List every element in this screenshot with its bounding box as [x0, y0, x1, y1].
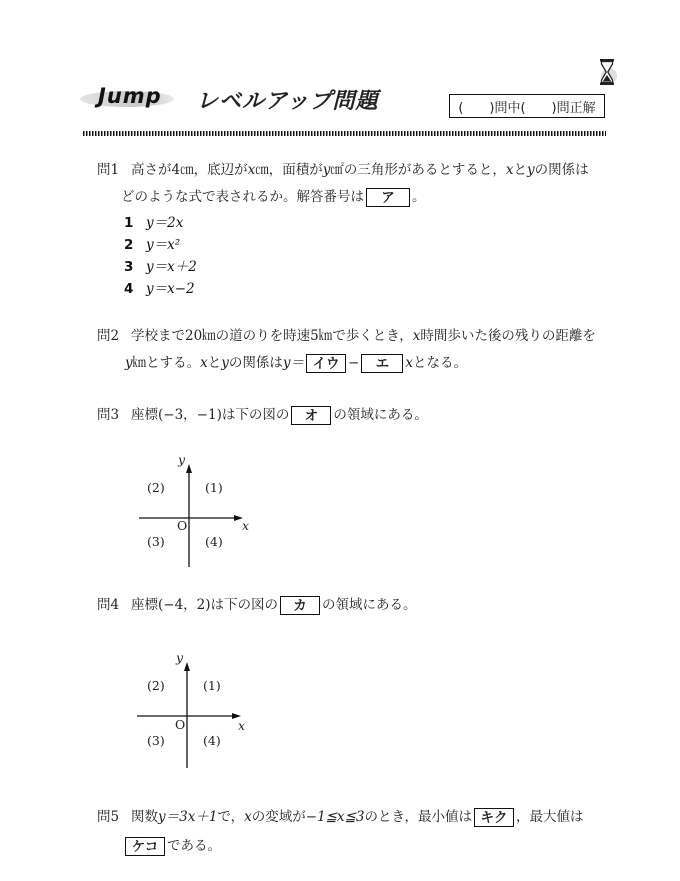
var-y: y [125, 355, 133, 371]
var-y: y [526, 162, 535, 178]
question-text: ㎞とする。 [132, 355, 201, 371]
x-axis-label: x [238, 718, 246, 733]
function-expression: y＝3x＋1 [158, 809, 218, 825]
question-text: で， [217, 809, 245, 825]
question-text: の領域にある。 [322, 597, 417, 613]
choice-list [124, 212, 197, 300]
var-x: x [247, 162, 256, 178]
choice-number: 4 [124, 281, 134, 297]
question-text: 座標(−3，−1)は下の図の [131, 407, 290, 423]
question-text: と [513, 162, 527, 178]
var-y: y [221, 355, 229, 371]
choice-number: 2 [124, 237, 134, 253]
question-number: 問5 [97, 809, 120, 825]
equation-text: y＝ [282, 355, 305, 371]
quadrant-3-label: (3) [147, 534, 165, 549]
minus-sign: − [348, 355, 360, 371]
question-text: 。 [412, 189, 426, 205]
question-text: 高さが4㎝，底辺が [131, 162, 248, 178]
question-text: の領域にある。 [333, 407, 428, 423]
question-1-line-1 [97, 157, 617, 184]
choice-expression: y＝x−2 [146, 281, 195, 297]
choice-expression: y＝2x [146, 215, 184, 231]
y-axis-label: y [176, 650, 184, 665]
quadrant-4-label: (4) [203, 733, 221, 748]
var-x: x [244, 809, 252, 825]
question-number: 問1 [97, 162, 120, 178]
choice-expression: y＝x＋2 [146, 259, 197, 275]
choice-number: 1 [124, 215, 134, 231]
answer-box-ka[interactable]: カ [280, 596, 320, 615]
question-text: ㎝，面積が [255, 162, 323, 178]
x-axis-label: x [242, 518, 250, 533]
question-text: である。 [167, 838, 221, 854]
question-number: 問4 [97, 597, 120, 613]
question-text: のとき，最小値は [364, 809, 472, 825]
question-5-line-2 [97, 833, 617, 860]
quadrant-1-label: (1) [205, 480, 223, 495]
question-text: 座標(−4，2)は下の図の [131, 597, 279, 613]
choice-expression: y＝x² [146, 237, 181, 253]
question-text: どのような式で表されるか。解答番号は [121, 189, 364, 205]
answer-box-kiku[interactable]: キク [474, 808, 514, 827]
question-5 [97, 804, 617, 860]
var-y: y [322, 162, 331, 178]
question-1-line-2 [97, 184, 617, 211]
question-3 [97, 402, 617, 429]
var-x: x [412, 328, 421, 344]
choice-item [124, 212, 197, 234]
origin-label: O [177, 518, 188, 533]
choice-item [124, 278, 197, 300]
choice-item [124, 256, 197, 278]
choice-number: 3 [124, 259, 134, 275]
jump-logo [80, 84, 176, 112]
question-2 [97, 323, 617, 377]
score-box: ( )問中( )問正解 [449, 94, 605, 118]
answer-box-keko[interactable]: ケコ [125, 837, 165, 856]
quadrant-2-label: (2) [147, 480, 165, 495]
answer-box-o[interactable]: オ [291, 406, 331, 425]
hourglass-icon [597, 58, 617, 86]
var-x: x [200, 355, 208, 371]
question-text: と [207, 355, 222, 371]
choice-item [124, 234, 197, 256]
question-5-line-1 [97, 804, 617, 831]
page-title: レベルアップ問題 [196, 89, 379, 114]
question-2-line-2 [97, 350, 617, 377]
var-x: x [505, 162, 514, 178]
quadrant-1-label: (1) [203, 678, 221, 693]
question-2-line-1 [97, 323, 617, 350]
question-number: 問2 [97, 328, 120, 344]
domain-expression: −1≦x≦3 [305, 809, 365, 825]
question-text: 関数 [131, 809, 158, 825]
logo-text: Jump [98, 84, 162, 108]
origin-label: O [175, 717, 186, 732]
question-1 [97, 157, 617, 211]
answer-box-e[interactable]: エ [361, 354, 403, 373]
question-text: ，最大値は [515, 809, 584, 825]
y-axis-arrow-icon [184, 662, 190, 671]
answer-box-a[interactable]: ア [366, 188, 410, 207]
quadrant-2-label: (2) [147, 678, 165, 693]
quadrant-3-label: (3) [147, 733, 165, 748]
question-text: となる。 [412, 355, 467, 371]
header-divider [83, 131, 606, 136]
y-axis-label: y [178, 452, 186, 467]
question-4 [97, 592, 617, 619]
question-text: 学校まで20㎞の道のりを時速5㎞で歩くとき， [131, 328, 413, 344]
answer-box-iu[interactable]: イウ [306, 354, 346, 373]
question-text: の関係は [534, 162, 589, 178]
question-text: の変域が [251, 809, 306, 825]
question-text: の関係は [228, 355, 283, 371]
quadrant-4-label: (4) [205, 534, 223, 549]
coordinate-graph-q4 [133, 650, 253, 776]
var-x: x [405, 355, 413, 371]
question-number: 問3 [97, 407, 120, 423]
question-text: ㎠の三角形があるとすると， [330, 162, 506, 178]
y-axis-arrow-icon [186, 464, 192, 473]
question-text: 時間歩いた後の残りの距離を [420, 328, 596, 344]
coordinate-graph-q3 [135, 452, 255, 576]
